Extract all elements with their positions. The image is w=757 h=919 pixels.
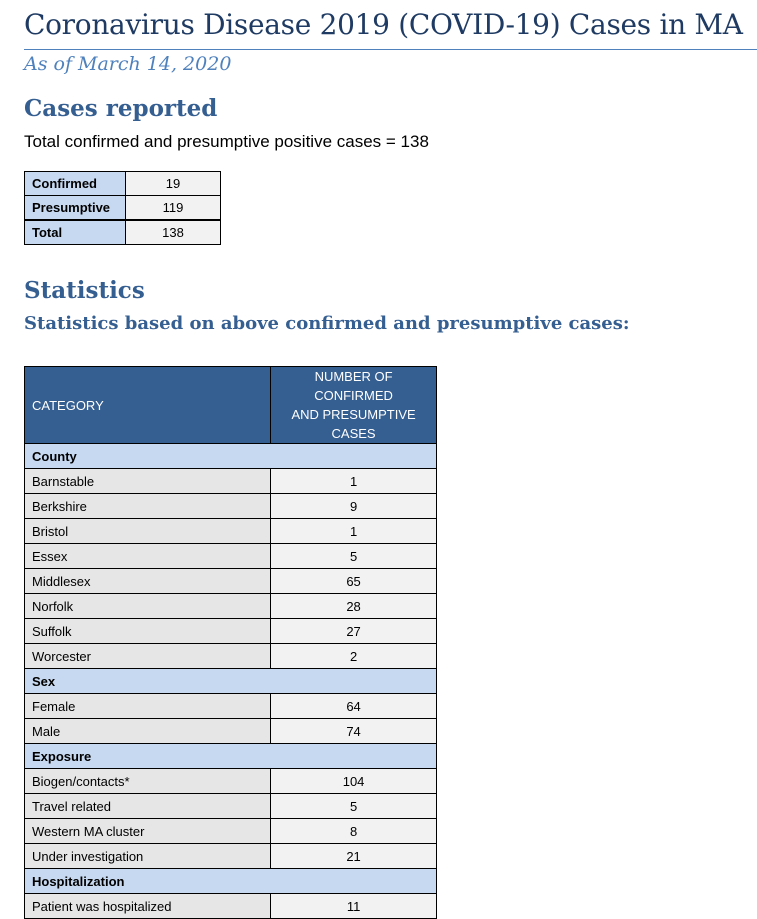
cases-value: 119	[126, 196, 221, 221]
row-value: 27	[271, 619, 437, 644]
table-row	[25, 519, 437, 544]
row-value: 8	[271, 819, 437, 844]
section-header-row	[25, 444, 437, 469]
row-value: 21	[271, 844, 437, 869]
table-row	[25, 844, 437, 869]
cases-table	[24, 171, 221, 245]
table-row	[25, 644, 437, 669]
row-category: Essex	[25, 544, 271, 569]
row-category: Male	[25, 719, 271, 744]
table-row	[25, 819, 437, 844]
section-header-row	[25, 744, 437, 769]
row-category: Suffolk	[25, 619, 271, 644]
cases-row-total	[25, 220, 221, 245]
row-category: Biogen/contacts*	[25, 769, 271, 794]
table-row	[25, 544, 437, 569]
column-header-number	[271, 367, 437, 444]
row-category: Middlesex	[25, 569, 271, 594]
row-value: 1	[271, 469, 437, 494]
column-header-number-line1: NUMBER OF CONFIRMED	[314, 369, 393, 403]
table-row	[25, 469, 437, 494]
table-row	[25, 594, 437, 619]
column-header-number-line2: AND PRESUMPTIVE CASES	[291, 407, 416, 441]
row-category: Norfolk	[25, 594, 271, 619]
table-row	[25, 894, 437, 919]
row-value: 9	[271, 494, 437, 519]
section-header: County	[25, 444, 437, 469]
row-category: Travel related	[25, 794, 271, 819]
statistics-body	[25, 444, 437, 919]
cases-value: 138	[126, 220, 221, 245]
row-category: Barnstable	[25, 469, 271, 494]
cases-row-presumptive	[25, 196, 221, 221]
cases-row-confirmed	[25, 172, 221, 196]
row-value: 28	[271, 594, 437, 619]
title-divider	[24, 49, 757, 50]
row-category: Bristol	[25, 519, 271, 544]
row-value: 74	[271, 719, 437, 744]
row-category: Western MA cluster	[25, 819, 271, 844]
row-category: Worcester	[25, 644, 271, 669]
row-value: 104	[271, 769, 437, 794]
row-category: Female	[25, 694, 271, 719]
table-row	[25, 569, 437, 594]
row-value: 11	[271, 894, 437, 919]
table-row	[25, 494, 437, 519]
row-value: 64	[271, 694, 437, 719]
section-header: Exposure	[25, 744, 437, 769]
section-header: Hospitalization	[25, 869, 437, 894]
table-header-row	[25, 367, 437, 444]
cases-reported-heading: Cases reported	[24, 95, 218, 122]
cases-label: Confirmed	[25, 172, 126, 196]
statistics-table	[24, 366, 437, 919]
table-row	[25, 794, 437, 819]
cases-label: Presumptive	[25, 196, 126, 221]
page-subtitle: As of March 14, 2020	[24, 53, 232, 75]
total-cases-text: Total confirmed and presumptive positive cases = 138	[24, 132, 429, 151]
row-category: Patient was hospitalized	[25, 894, 271, 919]
row-value: 5	[271, 544, 437, 569]
table-row	[25, 769, 437, 794]
row-value: 65	[271, 569, 437, 594]
page-title: Coronavirus Disease 2019 (COVID-19) Cases in MA	[24, 8, 743, 41]
table-row	[25, 694, 437, 719]
row-category: Under investigation	[25, 844, 271, 869]
table-row	[25, 619, 437, 644]
column-header-category: CATEGORY	[25, 367, 271, 444]
row-category: Berkshire	[25, 494, 271, 519]
cases-value: 19	[126, 172, 221, 196]
statistics-heading: Statistics	[24, 277, 145, 304]
statistics-subheading: Statistics based on above confirmed and presumptive cases:	[24, 313, 630, 334]
row-value: 5	[271, 794, 437, 819]
section-header-row	[25, 869, 437, 894]
section-header-row	[25, 669, 437, 694]
table-row	[25, 719, 437, 744]
cases-label: Total	[25, 220, 126, 245]
row-value: 2	[271, 644, 437, 669]
row-value: 1	[271, 519, 437, 544]
section-header: Sex	[25, 669, 437, 694]
